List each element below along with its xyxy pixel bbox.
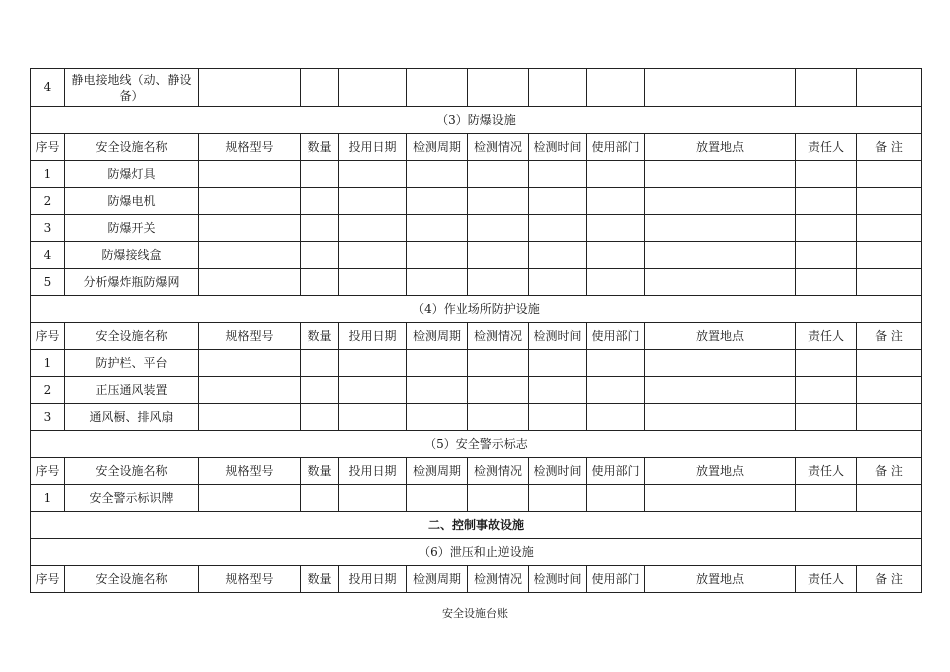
column-header: 投用日期 [339,566,407,593]
empty-cell [407,377,468,404]
empty-cell [301,485,339,512]
empty-cell [587,215,645,242]
column-header: 规格型号 [199,458,301,485]
empty-cell [407,215,468,242]
column-header: 使用部门 [587,134,645,161]
empty-cell [339,242,407,269]
column-header: 检测时间 [529,134,587,161]
column-header: 序号 [31,134,65,161]
empty-cell [645,188,796,215]
empty-cell [199,377,301,404]
empty-cell [529,377,587,404]
empty-cell [645,215,796,242]
column-header: 备 注 [857,323,922,350]
empty-cell [529,188,587,215]
table-row [31,161,922,188]
empty-cell [468,242,529,269]
table-row [31,485,922,512]
empty-cell [339,485,407,512]
column-header: 数量 [301,566,339,593]
column-header: 备 注 [857,134,922,161]
empty-cell [645,242,796,269]
column-header: 使用部门 [587,566,645,593]
empty-cell [857,350,922,377]
column-header: 备 注 [857,566,922,593]
empty-cell [199,69,301,107]
empty-cell [857,485,922,512]
column-header: 安全设施名称 [65,134,199,161]
empty-cell [301,350,339,377]
section-row-title: （4）作业场所防护设施 [31,296,922,323]
row-number-cell: 3 [31,404,65,431]
table-row [31,350,922,377]
empty-cell [301,215,339,242]
empty-cell [587,188,645,215]
column-header: 放置地点 [645,566,796,593]
section-row-title: （6）泄压和止逆设施 [31,539,922,566]
row-number-cell: 1 [31,161,65,188]
column-header: 放置地点 [645,458,796,485]
column-header: 规格型号 [199,323,301,350]
category-row-title: 二、控制事故设施 [31,512,922,539]
empty-cell [199,350,301,377]
empty-cell [529,215,587,242]
empty-cell [587,404,645,431]
empty-cell [857,269,922,296]
empty-cell [645,404,796,431]
column-header: 使用部门 [587,323,645,350]
empty-cell [407,161,468,188]
row-number-cell: 3 [31,215,65,242]
empty-cell [796,269,857,296]
empty-cell [857,404,922,431]
column-header: 检测时间 [529,566,587,593]
empty-cell [407,350,468,377]
empty-cell [468,485,529,512]
empty-cell [468,404,529,431]
empty-cell [468,215,529,242]
facility-name-cell: 分析爆炸瓶防爆网 [65,269,199,296]
table-row [31,269,922,296]
empty-cell [529,161,587,188]
empty-cell [796,215,857,242]
empty-cell [339,269,407,296]
facility-name-cell: 防爆灯具 [65,161,199,188]
section-row [31,296,922,323]
empty-cell [796,485,857,512]
section-row-title: （5）安全警示标志 [31,431,922,458]
empty-cell [857,215,922,242]
empty-cell [796,161,857,188]
empty-cell [645,69,796,107]
column-header: 放置地点 [645,323,796,350]
row-number-cell: 2 [31,377,65,404]
column-header: 备 注 [857,458,922,485]
facility-name-cell: 通风橱、排风扇 [65,404,199,431]
empty-cell [468,377,529,404]
empty-cell [301,404,339,431]
table-row [31,404,922,431]
empty-cell [645,269,796,296]
column-header: 数量 [301,458,339,485]
facility-name-cell: 静电接地线（动、静设备） [65,69,199,107]
column-header: 数量 [301,134,339,161]
column-header: 规格型号 [199,566,301,593]
empty-cell [468,69,529,107]
empty-cell [407,269,468,296]
table-row [31,215,922,242]
empty-cell [796,377,857,404]
empty-cell [468,161,529,188]
column-header: 安全设施名称 [65,323,199,350]
column-header: 责任人 [796,458,857,485]
facility-name-cell: 安全警示标识牌 [65,485,199,512]
column-header: 检测周期 [407,323,468,350]
column-header: 检测情况 [468,458,529,485]
facility-name-cell: 防爆开关 [65,215,199,242]
empty-cell [857,377,922,404]
empty-cell [468,350,529,377]
empty-cell [645,350,796,377]
column-header: 投用日期 [339,134,407,161]
column-header: 检测周期 [407,566,468,593]
column-header: 数量 [301,323,339,350]
column-header: 检测周期 [407,458,468,485]
empty-cell [339,215,407,242]
empty-cell [587,242,645,269]
section-row [31,107,922,134]
empty-cell [339,377,407,404]
page-footer: 安全设施台账 [442,607,508,620]
column-header: 序号 [31,566,65,593]
empty-cell [796,188,857,215]
empty-cell [529,69,587,107]
empty-cell [468,269,529,296]
column-header: 使用部门 [587,458,645,485]
empty-cell [796,350,857,377]
column-header: 安全设施名称 [65,458,199,485]
column-header: 检测情况 [468,134,529,161]
empty-cell [529,404,587,431]
facility-name-cell: 防护栏、平台 [65,350,199,377]
empty-cell [407,69,468,107]
row-number-cell: 4 [31,242,65,269]
table-row [31,242,922,269]
safety-facility-ledger-table [30,68,922,593]
facility-name-cell: 正压通风装置 [65,377,199,404]
empty-cell [796,69,857,107]
empty-cell [796,242,857,269]
table-row [31,69,922,107]
facility-name-cell: 防爆电机 [65,188,199,215]
empty-cell [199,404,301,431]
table-row [31,188,922,215]
empty-cell [529,269,587,296]
column-header: 放置地点 [645,134,796,161]
column-header: 序号 [31,458,65,485]
empty-cell [301,188,339,215]
empty-cell [199,269,301,296]
empty-cell [587,485,645,512]
empty-cell [199,242,301,269]
empty-cell [645,161,796,188]
empty-cell [407,242,468,269]
row-number-cell: 1 [31,485,65,512]
column-header: 规格型号 [199,134,301,161]
column-header: 责任人 [796,323,857,350]
column-header: 责任人 [796,566,857,593]
empty-cell [645,485,796,512]
empty-cell [339,188,407,215]
empty-cell [529,485,587,512]
empty-cell [529,350,587,377]
empty-cell [587,69,645,107]
empty-cell [199,485,301,512]
empty-cell [199,161,301,188]
row-number-cell: 1 [31,350,65,377]
column-header-row [31,323,922,350]
empty-cell [587,161,645,188]
empty-cell [301,161,339,188]
row-number-cell: 5 [31,269,65,296]
column-header: 责任人 [796,134,857,161]
empty-cell [339,404,407,431]
column-header: 安全设施名称 [65,566,199,593]
empty-cell [199,215,301,242]
empty-cell [407,404,468,431]
empty-cell [339,161,407,188]
empty-cell [645,377,796,404]
empty-cell [796,404,857,431]
empty-cell [857,188,922,215]
column-header-row [31,566,922,593]
empty-cell [407,188,468,215]
column-header-row [31,458,922,485]
column-header: 检测时间 [529,458,587,485]
column-header: 检测情况 [468,566,529,593]
section-row [31,539,922,566]
column-header: 投用日期 [339,458,407,485]
column-header: 检测周期 [407,134,468,161]
empty-cell [587,350,645,377]
row-number-cell: 2 [31,188,65,215]
row-number-cell: 4 [31,69,65,107]
column-header: 检测情况 [468,323,529,350]
column-header: 检测时间 [529,323,587,350]
column-header: 投用日期 [339,323,407,350]
empty-cell [468,188,529,215]
section-row [31,431,922,458]
facility-name-cell: 防爆接线盒 [65,242,199,269]
empty-cell [587,377,645,404]
empty-cell [301,269,339,296]
empty-cell [339,69,407,107]
empty-cell [199,188,301,215]
empty-cell [301,69,339,107]
category-row [31,512,922,539]
section-row-title: （3）防爆设施 [31,107,922,134]
empty-cell [857,242,922,269]
empty-cell [529,242,587,269]
empty-cell [339,350,407,377]
table-row [31,377,922,404]
empty-cell [407,485,468,512]
empty-cell [301,377,339,404]
column-header: 序号 [31,323,65,350]
empty-cell [857,161,922,188]
column-header-row [31,134,922,161]
empty-cell [301,242,339,269]
empty-cell [857,69,922,107]
empty-cell [587,269,645,296]
